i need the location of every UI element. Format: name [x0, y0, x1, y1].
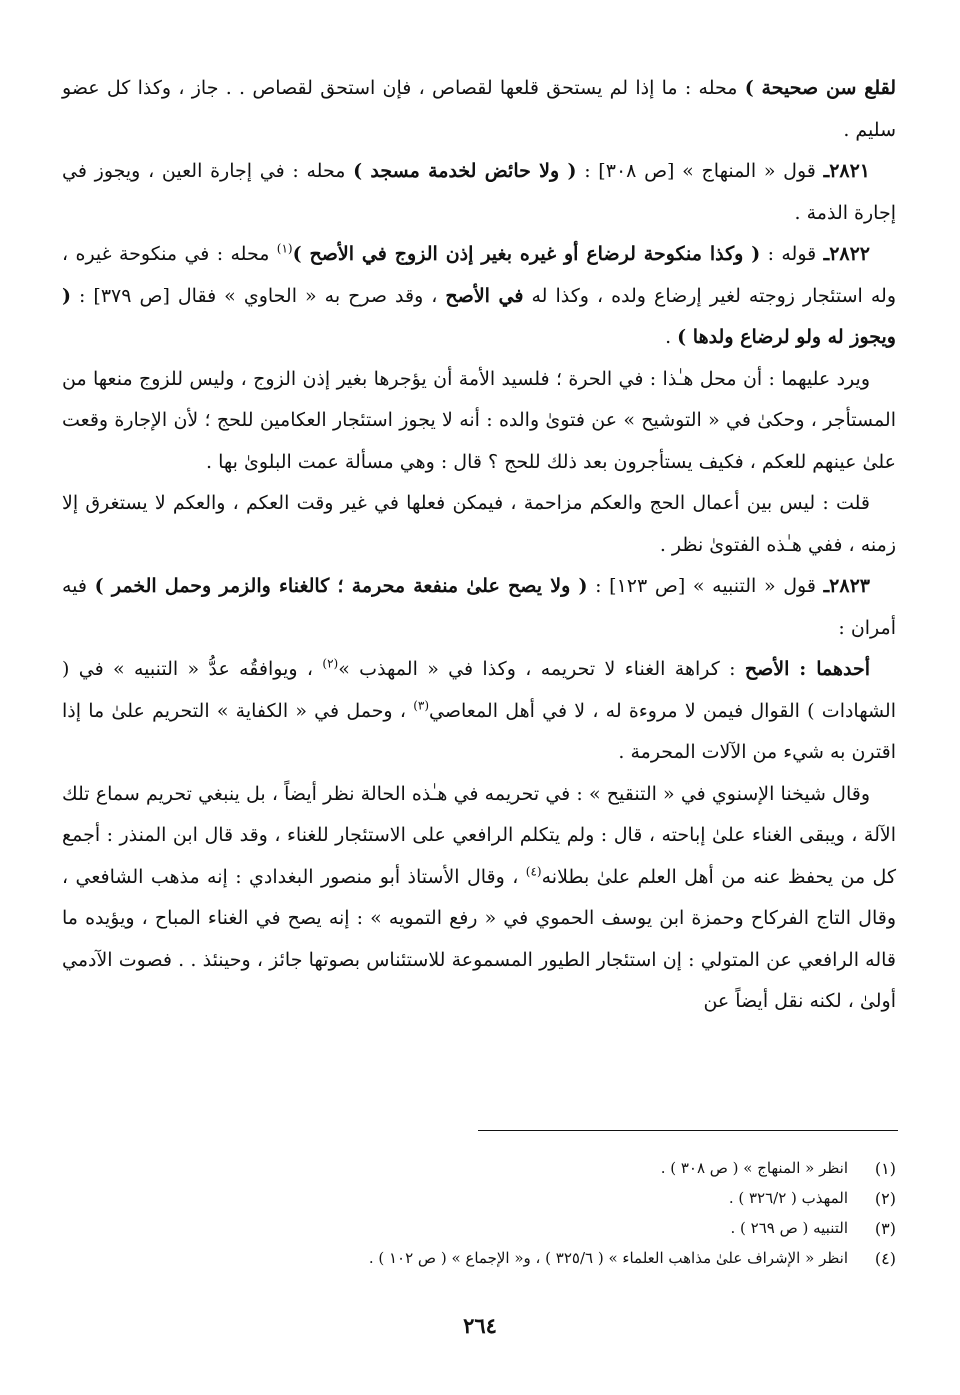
footnote-text: انظر « المنهاج » ( ص ٣٠٨ ) . — [660, 1159, 848, 1177]
commentary-text: : كراهة الغناء لا تحريمه ، وكذا في « المهذب » — [338, 658, 745, 680]
quoted-text: لقلع سن صحيحة ) — [744, 77, 897, 99]
footnote-ref[interactable]: (٤) — [525, 864, 542, 879]
footnote-ref[interactable]: (٣) — [413, 698, 430, 713]
commentary-text: محله : في إجارة العين ، ويجوز في إجارة الذمة . — [62, 160, 896, 224]
footnote-text: التنبيه ( ص ٢٦٩ ) . — [730, 1219, 848, 1237]
paragraph — [62, 649, 896, 774]
footnote-number: (٤) — [874, 1248, 896, 1268]
footnote-number: (٣) — [874, 1218, 896, 1238]
commentary-text: محله : في منكوحة غيره ، وله استئجار زوجته لغير إرضاع ولده ، وكذا له — [62, 243, 896, 307]
paragraph — [62, 483, 896, 566]
footnote-ref[interactable]: (٢) — [322, 656, 339, 671]
quoted-text: في الأصح — [445, 284, 524, 307]
main-text — [62, 68, 896, 1023]
commentary-text: قلت : ليس بين أعمال الحج والعكم مزاحمة ، فيمكن فعلها في غير وقت العكم ، والعكم لا يستغرق إلا زمنه ، ففي هـٰذه الفتوىٰ نظر . — [62, 492, 896, 556]
footnote-text: انظر « الإشراف علىٰ مذاهب العلماء » ( ٣٢٥/٦ ) ، و« الإجماع » ( ص ١٠٢ ) . — [368, 1249, 848, 1267]
paragraph — [62, 68, 896, 151]
commentary-text: فيه أمران : — [62, 575, 896, 639]
paragraph — [62, 359, 896, 484]
commentary-text: ويرد عليهما : أن محل هـٰذا : في الحرة ؛ فلسيد الأمة أن يؤجرها بغير إذن الزوج ، وليس للزوج منعها من المستأجر ، وحكىٰ في « التوشيح » عن فتوىٰ والده : أنه لا يجوز استئجار العكامين للحج ؛ لأن الإجارة وقعت علىٰ عينهم للعكم ، فكيف يستأجرون بعد ذلك للحج ؟ قال : وهي مسألة عمت البلوىٰ بها . — [62, 367, 896, 473]
quoted-text: أحدهما : الأصح — [744, 658, 871, 680]
commentary-text: قول « التنبيه » [ص ١٢٣] : — [587, 575, 824, 597]
footnote-item — [62, 1183, 896, 1213]
commentary-text: ، وحمل في « الكفاية » التحريم علىٰ ما إذا اقترن به شيء من الآلات المحرمة . — [62, 699, 896, 763]
entry-number: ٢٨٢٢ـ — [823, 243, 871, 265]
footnote-number: (١) — [874, 1158, 896, 1178]
footnote-ref[interactable]: (١) — [276, 241, 293, 256]
quoted-text: ( وكذا منكوحة لرضاع أو غيره بغير إذن الزوج في الأصح ) — [292, 243, 761, 265]
entry-number: ٢٨٢١ـ — [823, 160, 871, 182]
commentary-text: ، وقال الأستاذ أبو منصور البغدادي : إنه مذهب الشافعي ، وقال التاج الفركاح وحمزة ابن يوسف الحموي في « رفع التمويه » : إنه يصح في الغناء المباح ، ويؤيده ما قاله الرافعي عن المتولي : إن استئجار الطيور المسموعة للاستئناس بصوتها جائز ، وحينئذ . . فصوت الآدمي أولىٰ ، لكنه نقل أيضاً عن — [62, 865, 896, 1012]
entry-2822 — [62, 234, 896, 359]
commentary-text: . — [665, 326, 678, 348]
footnote-item — [62, 1153, 896, 1183]
commentary-text: قوله : — [760, 243, 824, 265]
entry-2823 — [62, 566, 896, 649]
quoted-text: ( ولا حائض لخدمة مسجد ) — [353, 160, 577, 182]
footnote-divider — [478, 1130, 898, 1131]
quoted-text: ( ولا يصح علىٰ منفعة محرمة ؛ كالغناء والزمر وحمل الخمر ) — [94, 575, 588, 597]
entry-number: ٢٨٢٣ـ — [823, 575, 870, 597]
entry-2821 — [62, 151, 896, 234]
commentary-text: محله : ما إذا لم يستحق قلعها لقصاص ، فإن استحق لقصاص . . جاز ، وكذا كل عضو سليم . — [62, 77, 896, 141]
quoted-text: ( ويجوز له ولو لرضاع ولدها ) — [62, 284, 896, 348]
footnotes — [62, 1153, 896, 1273]
commentary-text: وقال شيخنا الإسنوي في « التنقيح » : في تحريمه في هـٰذه الحالة نظر أيضاً ، بل ينبغي تحريم سماع تلك الآلة ، ويبقى الغناء علىٰ إباحته ، قال : ولم يتكلم الرافعي على الاستئجار للغناء ، وقد قال ابن المنذر : أجمع كل من يحفظ عنه من أهل العلم علىٰ بطلانه — [62, 782, 896, 888]
commentary-text: ، ويوافقُه عدُّ « التنبيه » في ( الشهادات ) القوال فيمن لا مروءة له ، لا في أهل المعاصي — [62, 658, 896, 722]
footnote-item — [62, 1243, 896, 1273]
commentary-text: قول « المنهاج » [ص ٣٠٨] : — [576, 160, 824, 182]
page-number: ٢٦٤ — [463, 1313, 497, 1338]
footnote-number: (٢) — [874, 1188, 896, 1208]
commentary-text: ، وقد صرح به « الحاوي » فقال [ص ٣٧٩] : — [71, 284, 446, 307]
footnote-item — [62, 1213, 896, 1243]
paragraph — [62, 774, 896, 1023]
footnote-text: المهذب ( ٣٢٦/٢ ) . — [728, 1189, 848, 1207]
